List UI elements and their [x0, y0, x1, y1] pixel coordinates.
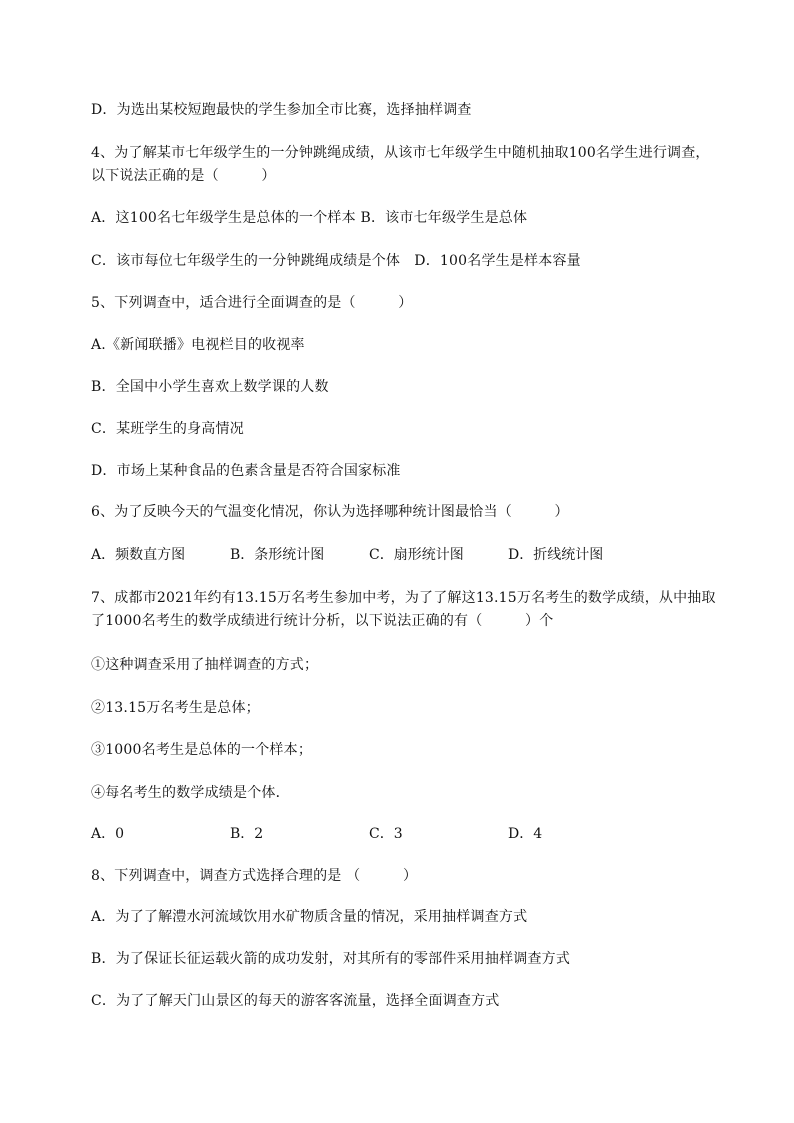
question-6-stem: 6、为了反映今天的气温变化情况，你认为选择哪种统计图最恰当（ ） — [91, 504, 569, 520]
question-6-option-b: B．条形统计图 — [230, 547, 325, 563]
question-5-stem: 5、下列调查中，适合进行全面调查的是（ ） — [91, 295, 413, 311]
question-6-option-a: A．频数直方图 — [91, 547, 186, 563]
question-7-option-b: B．2 — [230, 826, 264, 842]
question-6-option-d: D．折线统计图 — [508, 547, 604, 563]
question-5-option-d: D．市场上某种食品的色素含量是否符合国家标准 — [91, 463, 401, 479]
question-4-stem-line-2: 以下说法正确的是（ ） — [91, 168, 276, 184]
question-7-statement-4: ④每名考生的数学成绩是个体． — [91, 785, 290, 801]
question-8-option-a: A．为了了解澧水河流域饮用水矿物质含量的情况，采用抽样调查方式 — [91, 909, 528, 925]
question-4-options-ab: A．这100名七年级学生是总体的一个样本 B．该市七年级学生是总体 — [91, 210, 528, 226]
question-7-option-c: C．3 — [369, 826, 403, 842]
question-8-stem: 8、下列调查中，调查方式选择合理的是 （ ） — [91, 868, 418, 884]
question-7-stem-line-2: 了1000名考生的数学成绩进行统计分析，以下说法正确的有（ ）个 — [91, 613, 554, 629]
question-4-options-cd: C．该市每位七年级学生的一分钟跳绳成绩是个体 D．100名学生是样本容量 — [91, 253, 581, 269]
question-7-statement-3: ③1000名考生是总体的一个样本； — [91, 742, 313, 758]
question-7-option-a: A．0 — [91, 826, 125, 842]
question-7-statement-1: ①这种调查采用了抽样调查的方式； — [91, 657, 319, 673]
question-5-option-a: A.《新闻联播》电视栏目的收视率 — [91, 337, 305, 353]
question-7-stem-line-1: 7、成都市2021年约有13.15万名考生参加中考，为了了解这13.15万名考生的数学成绩，从中抽取 — [91, 590, 716, 606]
question-6-option-c: C．扇形统计图 — [369, 547, 464, 563]
question-7-statement-2: ②13.15万名考生是总体； — [91, 700, 260, 716]
question-5-option-c: C．某班学生的身高情况 — [91, 421, 244, 437]
question-3-option-d: D．为选出某校短跑最快的学生参加全市比赛，选择抽样调查 — [91, 102, 472, 118]
question-8-option-c: C．为了了解天门山景区的每天的游客客流量，选择全面调查方式 — [91, 993, 500, 1009]
question-5-option-b: B．全国中小学生喜欢上数学课的人数 — [91, 379, 329, 395]
question-8-option-b: B．为了保证长征运载火箭的成功发射，对其所有的零部件采用抽样调查方式 — [91, 951, 571, 967]
question-7-option-d: D．4 — [508, 826, 543, 842]
question-4-stem-line-1: 4、为了解某市七年级学生的一分钟跳绳成绩，从该市七年级学生中随机抽取100名学生进行调查， — [91, 145, 710, 161]
